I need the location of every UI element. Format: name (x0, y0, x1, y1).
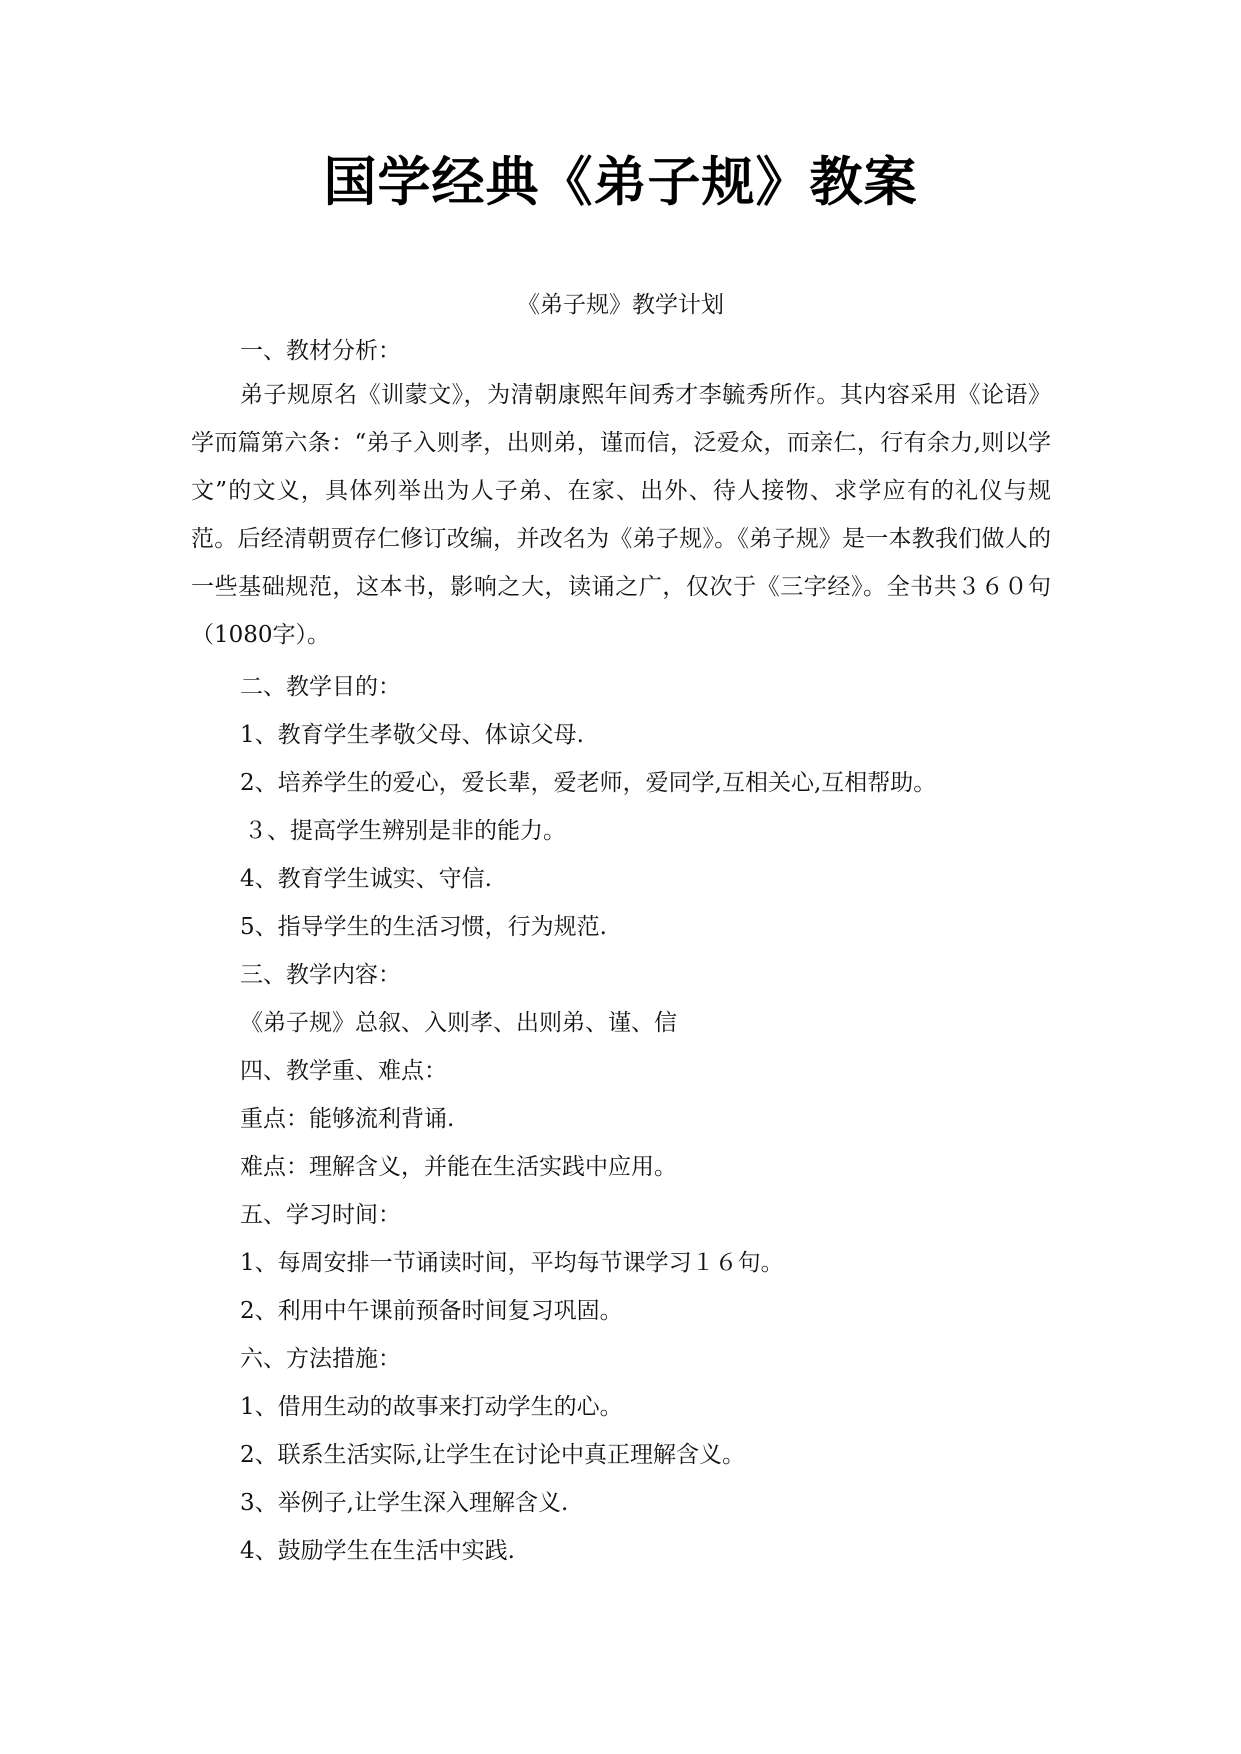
section-heading-materials: 一、教材分析： (240, 338, 401, 364)
method-item: 2、联系生活实际,让学生在讨论中真正理解含义。 (240, 1442, 745, 1468)
method-item: 3、举例子,让学生深入理解含义. (240, 1490, 569, 1516)
section-heading-key-points: 四、教学重、难点： (240, 1058, 447, 1084)
key-point-text: 重点：能够流利背诵. (240, 1106, 455, 1132)
difficult-point-text: 难点：理解含义，并能在生活实践中应用。 (240, 1154, 677, 1180)
section-heading-goals: 二、教学目的： (240, 674, 401, 700)
content-text: 《弟子规》总叙、入则孝、出则弟、谨、信 (240, 1010, 677, 1036)
goal-item: 5、指导学生的生活习惯，行为规范. (240, 914, 607, 940)
goal-item: 2、培养学生的爱心，爱长辈，爱老师，爱同学,互相关心,互相帮助。 (240, 770, 937, 796)
schedule-item: 2、利用中午课前预备时间复习巩固。 (240, 1298, 623, 1324)
section-heading-schedule: 五、学习时间： (240, 1202, 401, 1228)
materials-paragraph: 弟子规原名《训蒙文》，为清朝康熙年间秀才李毓秀所作。其内容采用《论语》学而篇第六条：“弟子入则孝，出则弟，谨而信，泛爱众，而亲仁，行有余力,则以学文”的文义，具体列举出为人子弟、在家、出外、待人接物、求学应有的礼仪与规范。后经清朝贾存仁修订改编，并改名为《弟子规》。《弟子规》是一本教我们做人的一些基础规范，这本书，影响之大，读诵之广，仅次于《三字经》。全书共３６０句（1080字）。 (191, 382, 1051, 648)
section-heading-content: 三、教学内容： (240, 962, 401, 988)
method-item: 4、鼓励学生在生活中实践. (240, 1538, 515, 1564)
document-subtitle: 《弟子规》教学计划 (517, 292, 724, 318)
schedule-item: 1、每周安排一节诵读时间，平均每节课学习１６句。 (240, 1250, 784, 1276)
document-title: 国学经典《弟子规》教案 (323, 152, 918, 213)
goal-item: ３、提高学生辨别是非的能力。 (244, 818, 566, 844)
method-item: 1、借用生动的故事来打动学生的心。 (240, 1394, 623, 1420)
goal-item: 1、教育学生孝敬父母、体谅父母. (240, 722, 584, 748)
goal-item: 4、教育学生诚实、守信. (240, 866, 492, 892)
section-heading-methods: 六、方法措施： (240, 1346, 401, 1372)
